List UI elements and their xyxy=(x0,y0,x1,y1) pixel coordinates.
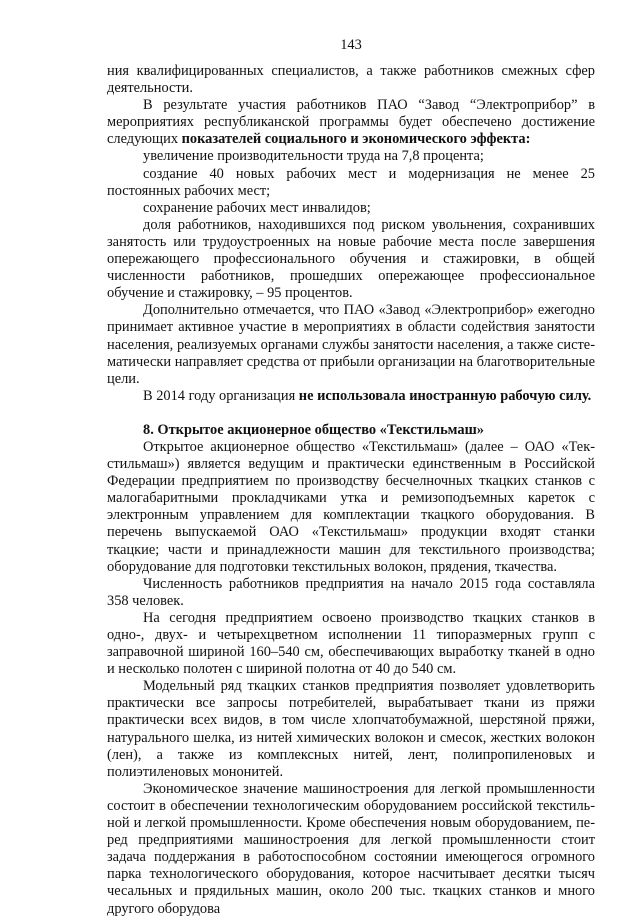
paragraph-foreign-labor-bold: не использовала иностранную рабочую силу. xyxy=(298,387,592,404)
list-item-employment-share: доля работников, находившихся под риском увольнения, сохранивших занятость или трудоустроенных на новые рабочие места после завершения опережающего профессионального обучения и стажировки, в общей численности работников, прошедших опережающее профессиональное обучение и стажировку, – 95 процентов. xyxy=(107,216,595,302)
paragraph-results-bold: показателей социального и экономического эффекта: xyxy=(181,131,531,148)
list-item-new-jobs: создание 40 новых рабочих мест и модернизация не менее 25 постоянных рабочих мест; xyxy=(107,165,595,199)
page-content xyxy=(107,63,595,918)
paragraph-headcount: Численность работников предприятия на начало 2015 года составляла 358 человек. xyxy=(107,575,595,609)
paragraph-continuation: ния квалифицированных специалистов, а также работников смежных сфер деятельности. xyxy=(107,63,595,97)
paragraph-results xyxy=(107,97,595,148)
list-item-disabled-jobs: сохранение рабочих мест инвалидов; xyxy=(143,199,371,216)
paragraph-foreign-labor xyxy=(107,388,595,405)
list-item-productivity: увеличение производительности труда на 7,8 процента; xyxy=(143,148,484,165)
section-gap xyxy=(107,405,595,422)
paragraph-foreign-labor-text: В 2014 году организация xyxy=(143,387,299,404)
paragraph-results-text: В результате участия работников ПАО “Завод “Электроприбор” в мероприятиях республиканской программы будет обеспечено достижение следующих xyxy=(107,97,595,148)
paragraph-additional: Дополнительно отмечается, что ПАО «Завод «Электроприбор» ежегодно принимает активное участие в мероприятиях в области содействия занятости населения, реализуемых органами службы занятости населения, а также систематически направляет средства от прибыли организации на благотворительные цели. xyxy=(107,302,595,387)
page-number: 143 xyxy=(340,37,362,53)
paragraph-model-range: Модельный ряд ткацких станков предприятия позволяет удовлетворить практически все запросы потребителей, вырабатывает ткани из пряжи практически всех видов, в том числе хлопчатобумажной, шерстяной пряжи, натурального шелка, из нитей химических волокон и смесок, жестких волокон (лен), а также из комплексных нитей, лент, полипропиленовых и полиэтиленовых мононитей. xyxy=(107,678,595,780)
paragraph-production: На сегодня предприятием освоено производство ткацких станков в одно-, двух- и четырехцветном исполнении 11 типоразмерных групп с заправочной шириной 160–540 см, обеспечивающих выработку тканей в одно и несколько полотен с шириной полотна от 40 до 540 см. xyxy=(107,609,595,678)
paragraph-economic-significance: Экономическое значение машиностроения для легкой промышленности состоит в обеспечении технологическим оборудованием российской текстильной и легкой промышленности. Кроме обеспечения новым оборудованием, перед предприятиями машиностроения для легкой промышленности стоит задача поддержания в работоспособном состоянии имеющегося огромного парка технологического оборудования, которое насчитывает десятки тысяч чесальных и прядильных машин, около 200 тыс. ткацких станков и много другого оборудова xyxy=(107,780,595,917)
section-heading: 8. Открытое акционерное общество «Текстильмаш» xyxy=(143,421,484,438)
paragraph-company-overview: Открытое акционерное общество «Текстильмаш» (далее – ОАО «Текстильмаш») является ведущим и практически единственным в Российской Федерации предприятием по производству бесчелночных ткацких станков с малогабаритными прокладчиками утка и ремизоподъемных кареток с электронным управлением для комплектации ткацкого оборудования. В перечень выпускаемой ОАО «Текстильмаш» продукции входят станки ткацкие; части и принадлежности машин для текстильного производства; оборудование для подготовки текстильных волокон, прядения, ткачества. xyxy=(107,438,595,575)
